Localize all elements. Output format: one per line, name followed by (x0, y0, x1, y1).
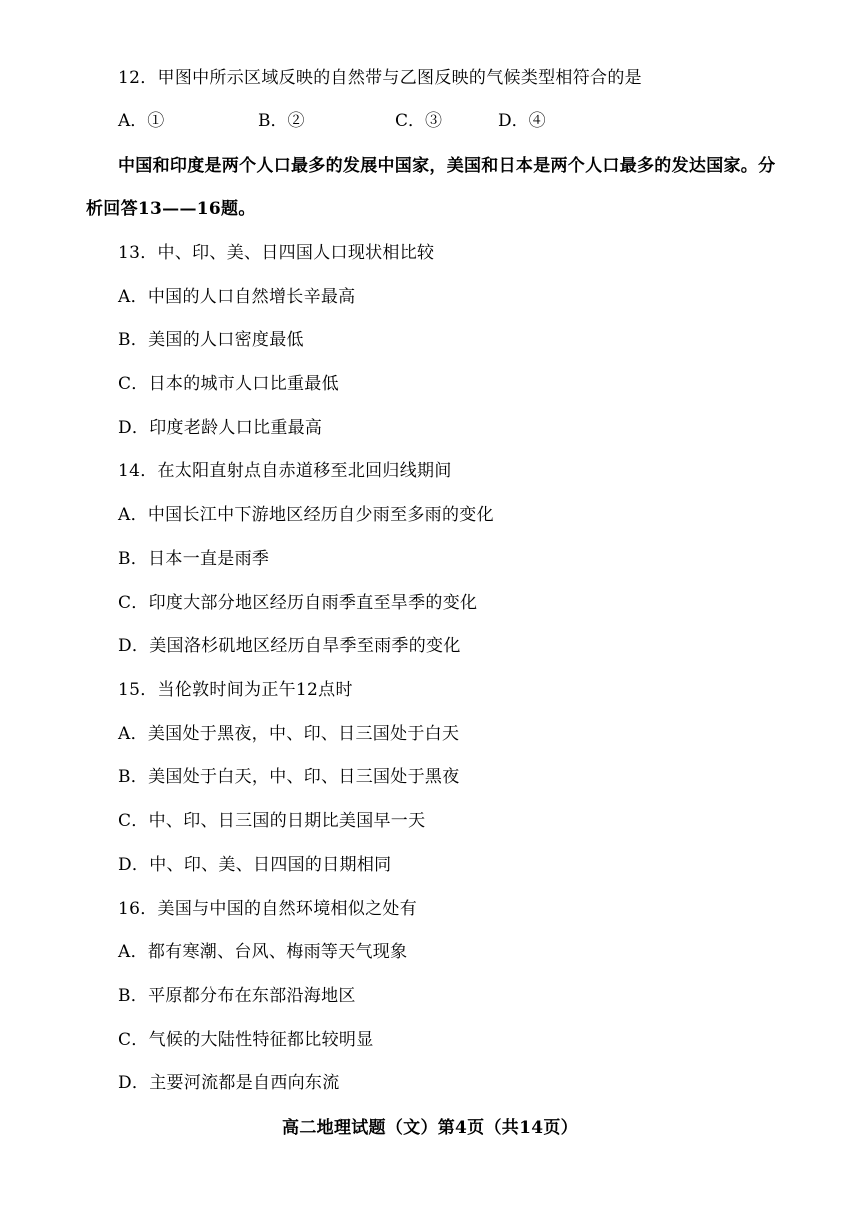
q12-option-a: A．① (118, 111, 165, 131)
q13-option-b: B．美国的人口密度最低 (118, 330, 304, 350)
q13-option-a: A．中国的人口自然增长辛最高 (118, 287, 356, 307)
q12-option-c: C．③ (395, 111, 443, 131)
q16-option-c: C．气候的大陆性特征都比较明显 (118, 1030, 374, 1050)
intro-line-2: 析回答13——16题。 (86, 199, 256, 219)
q12-stem: 12．甲图中所示区域反映的自然带与乙图反映的气候类型相符合的是 (118, 68, 642, 88)
q16-option-a: A．都有寒潮、台风、梅雨等天气现象 (118, 942, 408, 962)
page-footer: 高二地理试题（文）第4页（共14页） (282, 1118, 578, 1138)
q13-stem: 13．中、印、美、日四国人口现状相比较 (118, 243, 435, 263)
q14-option-a: A．中国长江中下游地区经历自少雨至多雨的变化 (118, 505, 494, 525)
q15-option-d: D．中、印、美、日四国的日期相同 (118, 855, 392, 875)
q16-option-b: B．平原都分布在东部沿海地区 (118, 986, 356, 1006)
q14-stem: 14．在太阳直射点自赤道移至北回归线期间 (118, 461, 452, 481)
q16-stem: 16．美国与中国的自然环境相似之处有 (118, 899, 418, 919)
q14-option-b: B．日本一直是雨季 (118, 549, 270, 569)
q15-option-c: C．中、印、日三国的日期比美国早一天 (118, 811, 426, 831)
q13-option-d: D．印度老龄人口比重最高 (118, 418, 323, 438)
q12-option-b: B．② (258, 111, 305, 131)
q15-option-b: B．美国处于白天，中、印、日三国处于黑夜 (118, 767, 460, 787)
q12-option-d: D．④ (498, 111, 546, 131)
q14-option-c: C．印度大部分地区经历自雨季直至旱季的变化 (118, 593, 478, 613)
q13-option-c: C．日本的城市人口比重最低 (118, 374, 339, 394)
q12-options (118, 110, 678, 132)
q15-stem: 15．当伦敦时间为正午12点时 (118, 680, 353, 700)
q14-option-d: D．美国洛杉矶地区经历自旱季至雨季的变化 (118, 636, 461, 656)
intro-line-1: 中国和印度是两个人口最多的发展中国家，美国和日本是两个人口最多的发达国家。分 (118, 156, 776, 176)
q15-option-a: A．美国处于黑夜，中、印、日三国处于白天 (118, 724, 460, 744)
q16-option-d: D．主要河流都是自西向东流 (118, 1073, 340, 1093)
